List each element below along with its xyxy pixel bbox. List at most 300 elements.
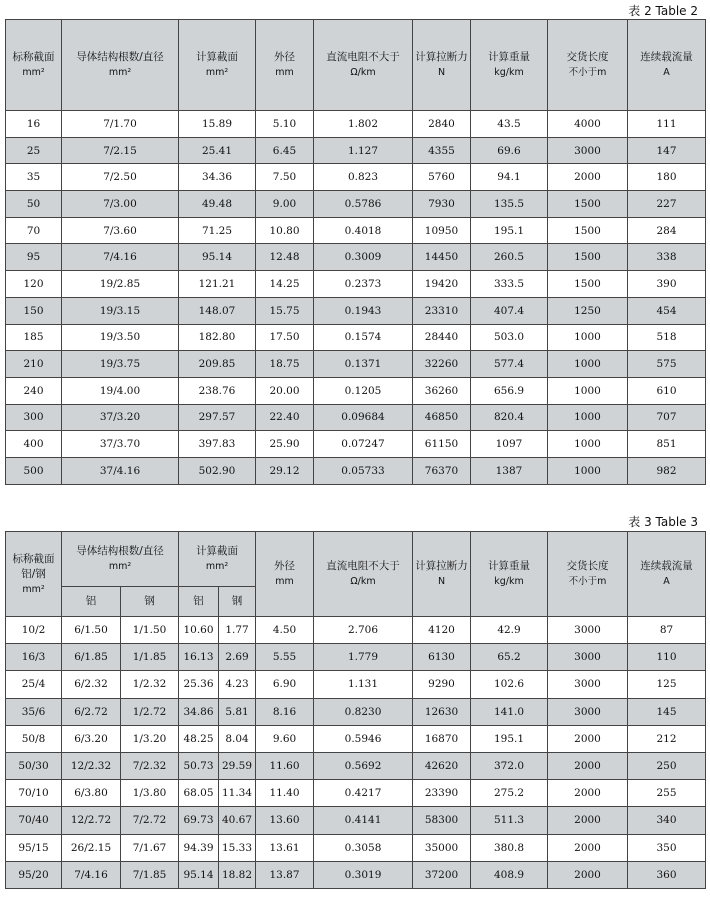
table-cell: 4355 [413, 137, 471, 164]
table-cell: 2000 [548, 725, 628, 752]
table-cell: 70/10 [6, 780, 62, 807]
table-row [6, 271, 706, 298]
table-cell: 6/1.85 [62, 644, 121, 671]
header-main: 导体结构根数/直径 [76, 51, 164, 63]
table-cell: 180 [628, 164, 706, 191]
table-row [6, 351, 706, 378]
header-calculated-section [179, 532, 256, 587]
table-cell: 820.4 [471, 404, 548, 431]
table-cell: 2.69 [219, 644, 256, 671]
table-cell: 19/3.50 [62, 324, 179, 351]
table-cell: 340 [628, 807, 706, 834]
header-unit: Ω/km [350, 576, 376, 587]
table-cell: 121.21 [179, 271, 256, 298]
table-cell: 23310 [413, 297, 471, 324]
table-cell: 185 [6, 324, 62, 351]
table-cell: 3000 [548, 698, 628, 725]
table-cell: 1097 [471, 431, 548, 458]
header-unit: mm² [205, 561, 229, 572]
table2-header-cell [256, 20, 314, 111]
table-cell: 1000 [548, 431, 628, 458]
table-cell: 511.3 [471, 807, 548, 834]
table-cell: 46850 [413, 404, 471, 431]
header-delivery-length [548, 532, 628, 617]
table-cell: 0.8230 [314, 698, 413, 725]
subheader-steel: 钢 [121, 587, 179, 617]
table-cell: 125 [628, 671, 706, 698]
table-cell: 11.60 [256, 752, 314, 779]
header-dc-resistance [314, 532, 413, 617]
table-cell: 350 [628, 834, 706, 861]
table-cell: 29.12 [256, 457, 314, 484]
table-row [6, 671, 706, 698]
header-unit: mm [275, 67, 294, 78]
header-nominal-section [6, 532, 62, 617]
table-cell: 94.1 [471, 164, 548, 191]
table-cell: 10/2 [6, 617, 62, 644]
table-cell: 408.9 [471, 861, 548, 888]
table-cell: 7/1.67 [121, 834, 179, 861]
table-cell: 3000 [548, 617, 628, 644]
table-cell: 14450 [413, 244, 471, 271]
table-cell: 502.90 [179, 457, 256, 484]
table-cell: 95/20 [6, 861, 62, 888]
header-main: 计算拉断力 [415, 51, 468, 63]
table-cell: 20.00 [256, 377, 314, 404]
table-cell: 0.823 [314, 164, 413, 191]
header-main: 直流电阻不大于 [326, 560, 400, 572]
table-cell: 1000 [548, 324, 628, 351]
table-cell: 102.6 [471, 671, 548, 698]
header-unit: N [437, 576, 446, 587]
table-cell: 5.10 [256, 111, 314, 138]
header-unit: mm² [205, 67, 229, 78]
table-cell: 69.73 [179, 807, 219, 834]
table-cell: 610 [628, 377, 706, 404]
table-cell: 0.05733 [314, 457, 413, 484]
table-cell: 29.59 [219, 752, 256, 779]
table-cell: 2000 [548, 780, 628, 807]
table-row [6, 297, 706, 324]
table-cell: 1.131 [314, 671, 413, 698]
table-cell: 7/2.50 [62, 164, 179, 191]
table-cell: 3000 [548, 671, 628, 698]
table-cell: 5760 [413, 164, 471, 191]
table-row [6, 244, 706, 271]
table-row [6, 191, 706, 218]
table-cell: 37/4.16 [62, 457, 179, 484]
table-cell: 0.5692 [314, 752, 413, 779]
table-cell: 6/2.32 [62, 671, 121, 698]
table-cell: 15.75 [256, 297, 314, 324]
header-conductor-structure [62, 532, 179, 587]
header-main: 计算重量 [488, 51, 530, 63]
table-cell: 1500 [548, 244, 628, 271]
header-ampacity [628, 532, 706, 617]
header-unit: mm [275, 576, 294, 587]
table-cell: 50/30 [6, 752, 62, 779]
table-row [6, 377, 706, 404]
header-main: 计算截面 [196, 545, 239, 557]
table-cell: 1/1.50 [121, 617, 179, 644]
table-cell: 49.48 [179, 191, 256, 218]
table-cell: 11.40 [256, 780, 314, 807]
table-cell: 19/3.75 [62, 351, 179, 378]
header-main: 连续载流量 [640, 560, 693, 572]
table-cell: 18.82 [219, 861, 256, 888]
table-cell: 2000 [548, 861, 628, 888]
table-cell: 36260 [413, 377, 471, 404]
table-cell: 372.0 [471, 752, 548, 779]
table-cell: 15.89 [179, 111, 256, 138]
table-cell: 95/15 [6, 834, 62, 861]
table-cell: 16870 [413, 725, 471, 752]
table-cell: 656.9 [471, 377, 548, 404]
table-cell: 1000 [548, 351, 628, 378]
table-cell: 1.77 [219, 617, 256, 644]
table-cell: 16/3 [6, 644, 62, 671]
table-row [6, 404, 706, 431]
table-cell: 1500 [548, 191, 628, 218]
table2-header-cell [179, 20, 256, 111]
header-unit: A [663, 576, 670, 587]
table-cell: 95.14 [179, 244, 256, 271]
header-main: 计算重量 [488, 560, 531, 572]
table-cell: 195.1 [471, 725, 548, 752]
table-cell: 23390 [413, 780, 471, 807]
table2-header-cell [6, 20, 62, 111]
table-cell: 34.36 [179, 164, 256, 191]
table-cell: 40.67 [219, 807, 256, 834]
table-cell: 6/3.80 [62, 780, 121, 807]
table-cell: 6.45 [256, 137, 314, 164]
table-cell: 851 [628, 431, 706, 458]
table-cell: 7/2.32 [121, 752, 179, 779]
header-main: 标称截面 [12, 51, 55, 63]
table-cell: 13.60 [256, 807, 314, 834]
table-cell: 95 [6, 244, 62, 271]
table-cell: 1000 [548, 404, 628, 431]
table-cell: 14.25 [256, 271, 314, 298]
table-cell: 5.55 [256, 644, 314, 671]
table-cell: 120 [6, 271, 62, 298]
table-cell: 1/2.32 [121, 671, 179, 698]
header-main: 交货长度 [566, 560, 609, 572]
table-cell: 10950 [413, 217, 471, 244]
table2-header-cell [413, 20, 471, 111]
table-cell: 0.3009 [314, 244, 413, 271]
table-cell: 575 [628, 351, 706, 378]
table-row [6, 111, 706, 138]
table-cell: 37200 [413, 861, 471, 888]
header-main: 导体结构根数/直径 [76, 545, 164, 557]
table-cell: 12.48 [256, 244, 314, 271]
table-row [6, 780, 706, 807]
header-outer-diameter [256, 532, 314, 617]
subheader-steel: 钢 [219, 587, 256, 617]
table-cell: 12/2.72 [62, 807, 121, 834]
table2-header-cell [548, 20, 628, 111]
table-cell: 518 [628, 324, 706, 351]
header-unit: 不小于m [568, 67, 607, 78]
table-cell: 407.4 [471, 297, 548, 324]
table-cell: 1000 [548, 457, 628, 484]
table-cell: 5.81 [219, 698, 256, 725]
table2 [5, 19, 706, 485]
table2-header-cell [314, 20, 413, 111]
table-cell: 50.73 [179, 752, 219, 779]
table-cell: 707 [628, 404, 706, 431]
table-cell: 35000 [413, 834, 471, 861]
table-cell: 8.04 [219, 725, 256, 752]
header-unit: mm² [22, 67, 45, 78]
table-cell: 503.0 [471, 324, 548, 351]
table-cell: 0.4217 [314, 780, 413, 807]
table-cell: 147 [628, 137, 706, 164]
table-cell: 0.07247 [314, 431, 413, 458]
table-cell: 275.2 [471, 780, 548, 807]
table-cell: 12630 [413, 698, 471, 725]
table-cell: 2000 [548, 752, 628, 779]
table-cell: 0.4141 [314, 807, 413, 834]
table-cell: 7/2.72 [121, 807, 179, 834]
table-cell: 3000 [548, 137, 628, 164]
table-cell: 333.5 [471, 271, 548, 298]
table-row [6, 698, 706, 725]
table-cell: 69.6 [471, 137, 548, 164]
table3 [5, 531, 706, 889]
table-cell: 25.41 [179, 137, 256, 164]
table-cell: 10.60 [179, 617, 219, 644]
table-cell: 7/1.85 [121, 861, 179, 888]
table-cell: 65.2 [471, 644, 548, 671]
table-cell: 400 [6, 431, 62, 458]
table-cell: 25 [6, 137, 62, 164]
table2-header-row [6, 20, 706, 111]
table-cell: 182.80 [179, 324, 256, 351]
table-cell: 48.25 [179, 725, 219, 752]
table-cell: 135.5 [471, 191, 548, 218]
table-cell: 95.14 [179, 861, 219, 888]
table-cell: 28440 [413, 324, 471, 351]
subheader-aluminum: 铝 [179, 587, 219, 617]
table2-caption: 表 2 Table 2 [628, 4, 698, 18]
table-cell: 61150 [413, 431, 471, 458]
table-cell: 0.1371 [314, 351, 413, 378]
table-cell: 7/4.16 [62, 244, 179, 271]
table-cell: 71.25 [179, 217, 256, 244]
table-cell: 360 [628, 861, 706, 888]
table3-header-row [6, 532, 706, 587]
table-cell: 37/3.20 [62, 404, 179, 431]
table-cell: 9290 [413, 671, 471, 698]
table-cell: 15.33 [219, 834, 256, 861]
table-cell: 94.39 [179, 834, 219, 861]
table-cell: 7/4.16 [62, 861, 121, 888]
table-cell: 150 [6, 297, 62, 324]
table2-header-cell [62, 20, 179, 111]
table-cell: 9.60 [256, 725, 314, 752]
table-cell: 2000 [548, 834, 628, 861]
table-cell: 1/2.72 [121, 698, 179, 725]
table-cell: 145 [628, 698, 706, 725]
table-cell: 7930 [413, 191, 471, 218]
table-cell: 18.75 [256, 351, 314, 378]
table-cell: 500 [6, 457, 62, 484]
table-cell: 210 [6, 351, 62, 378]
table-cell: 13.61 [256, 834, 314, 861]
table-cell: 260.5 [471, 244, 548, 271]
table2-body [6, 111, 706, 485]
header-main: 外径 [274, 51, 295, 63]
table-cell: 26/2.15 [62, 834, 121, 861]
table-cell: 19/4.00 [62, 377, 179, 404]
table-cell: 2840 [413, 111, 471, 138]
header-unit: kg/km [494, 67, 524, 78]
table-cell: 209.85 [179, 351, 256, 378]
table-cell: 141.0 [471, 698, 548, 725]
table-cell: 6.90 [256, 671, 314, 698]
header-line2: 铝/钢 [21, 567, 46, 580]
table-cell: 238.76 [179, 377, 256, 404]
header-main: 交货长度 [566, 51, 609, 63]
table-cell: 6130 [413, 644, 471, 671]
table-cell: 7/1.70 [62, 111, 179, 138]
table-cell: 68.05 [179, 780, 219, 807]
table-cell: 43.5 [471, 111, 548, 138]
table-cell: 111 [628, 111, 706, 138]
header-unit: N [437, 67, 446, 78]
table-cell: 0.3019 [314, 861, 413, 888]
table-row [6, 861, 706, 888]
table-cell: 212 [628, 725, 706, 752]
table-row [6, 752, 706, 779]
table-cell: 32260 [413, 351, 471, 378]
header-main: 标称截面 [12, 552, 55, 565]
table-cell: 250 [628, 752, 706, 779]
table-cell: 982 [628, 457, 706, 484]
table-cell: 0.5786 [314, 191, 413, 218]
table-cell: 380.8 [471, 834, 548, 861]
table-cell: 1387 [471, 457, 548, 484]
table-cell: 148.07 [179, 297, 256, 324]
table-cell: 16 [6, 111, 62, 138]
table-cell: 195.1 [471, 217, 548, 244]
table-cell: 19420 [413, 271, 471, 298]
header-unit: Ω/km [350, 67, 376, 78]
table-cell: 34.86 [179, 698, 219, 725]
table-row [6, 834, 706, 861]
table-cell: 300 [6, 404, 62, 431]
table-cell: 1.779 [314, 644, 413, 671]
table-cell: 8.16 [256, 698, 314, 725]
table-cell: 12/2.32 [62, 752, 121, 779]
subheader-aluminum: 铝 [62, 587, 121, 617]
table-cell: 7/3.60 [62, 217, 179, 244]
table-cell: 0.1574 [314, 324, 413, 351]
table-cell: 0.3058 [314, 834, 413, 861]
table-cell: 87 [628, 617, 706, 644]
table-cell: 397.83 [179, 431, 256, 458]
table-cell: 19/2.85 [62, 271, 179, 298]
header-weight [471, 532, 548, 617]
table-cell: 7/3.00 [62, 191, 179, 218]
table-cell: 1500 [548, 271, 628, 298]
table-cell: 0.09684 [314, 404, 413, 431]
header-unit: mm² [22, 583, 45, 595]
table-cell: 76370 [413, 457, 471, 484]
table-cell: 35/6 [6, 698, 62, 725]
table-cell: 25.36 [179, 671, 219, 698]
header-main: 计算截面 [196, 51, 238, 63]
table-cell: 70/40 [6, 807, 62, 834]
table-row [6, 217, 706, 244]
table-cell: 25/4 [6, 671, 62, 698]
table-row [6, 324, 706, 351]
table-cell: 0.1205 [314, 377, 413, 404]
table-cell: 3000 [548, 644, 628, 671]
header-unit: mm² [108, 561, 132, 572]
table-cell: 6/2.72 [62, 698, 121, 725]
table-cell: 16.13 [179, 644, 219, 671]
header-main: 计算拉断力 [415, 560, 468, 572]
table-cell: 22.40 [256, 404, 314, 431]
table-row [6, 164, 706, 191]
header-main: 直流电阻不大于 [326, 51, 400, 63]
header-unit: 不小于m [568, 576, 607, 587]
header-main: 外径 [274, 560, 296, 572]
table-cell: 9.00 [256, 191, 314, 218]
table-cell: 42.9 [471, 617, 548, 644]
table-cell: 10.80 [256, 217, 314, 244]
header-unit: A [663, 67, 670, 78]
table-cell: 19/3.15 [62, 297, 179, 324]
table-cell: 284 [628, 217, 706, 244]
table-cell: 0.4018 [314, 217, 413, 244]
table-cell: 1250 [548, 297, 628, 324]
table-cell: 70 [6, 217, 62, 244]
header-tensile-force [413, 532, 471, 617]
table-row [6, 137, 706, 164]
table-cell: 35 [6, 164, 62, 191]
table-cell: 50 [6, 191, 62, 218]
table-cell: 577.4 [471, 351, 548, 378]
table-cell: 1/1.85 [121, 644, 179, 671]
table-cell: 2.706 [314, 617, 413, 644]
table-cell: 0.5946 [314, 725, 413, 752]
table-cell: 338 [628, 244, 706, 271]
table-cell: 255 [628, 780, 706, 807]
table-cell: 11.34 [219, 780, 256, 807]
table-cell: 2000 [548, 807, 628, 834]
table-cell: 1.802 [314, 111, 413, 138]
table-cell: 7/2.15 [62, 137, 179, 164]
table-cell: 1000 [548, 377, 628, 404]
header-unit: kg/km [494, 576, 524, 587]
table-row [6, 617, 706, 644]
table-cell: 0.2373 [314, 271, 413, 298]
table-cell: 390 [628, 271, 706, 298]
table-cell: 0.1943 [314, 297, 413, 324]
header-unit: mm² [108, 67, 132, 78]
table-cell: 454 [628, 297, 706, 324]
table-row [6, 431, 706, 458]
table2-header-cell [471, 20, 548, 111]
table-cell: 17.50 [256, 324, 314, 351]
table-cell: 6/3.20 [62, 725, 121, 752]
table-cell: 7.50 [256, 164, 314, 191]
table-cell: 1500 [548, 217, 628, 244]
